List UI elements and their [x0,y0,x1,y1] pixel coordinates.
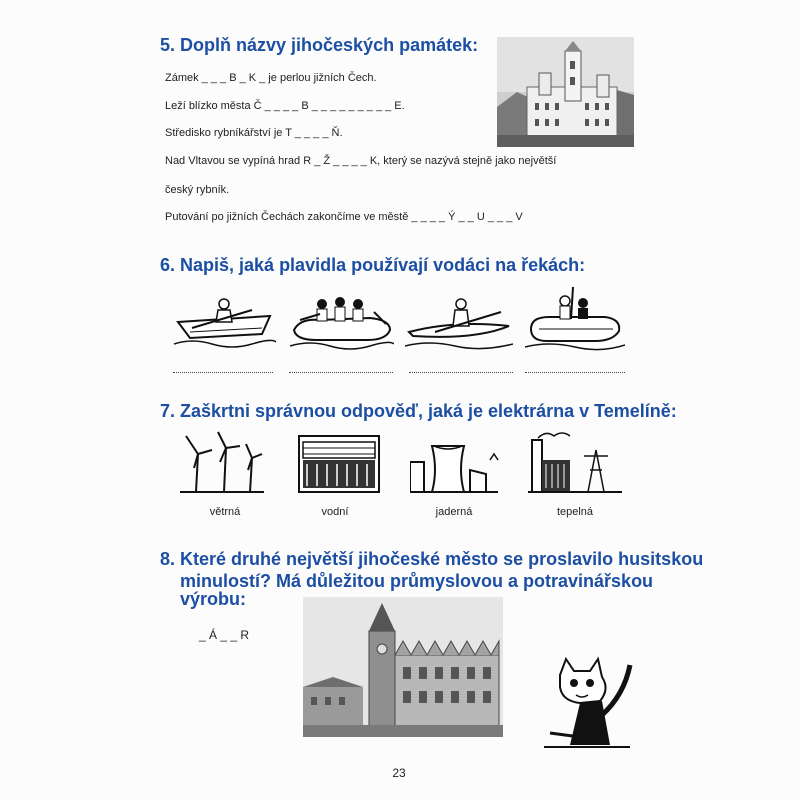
section5-line-5: český rybník. [165,184,230,196]
nuclear-plant-icon [410,440,500,494]
section7-title: 7. Zaškrtni správnou odpověď, jaká je elektrárna v Temelíně: [160,401,677,421]
section5-line-6: Putování po jižních Čechách zakončíme ve městě _ _ _ _ Ý _ _ U _ _ _ V [165,211,523,223]
section8-title-line-2: minulostí? Má důležitou průmyslovou a potravinářskou [180,571,654,591]
town-hall-photo [303,597,503,737]
hydro-plant-icon [297,430,381,494]
section5-line-1: Zámek _ _ _ B _ K _ je perlou jižních Čech. [165,72,377,84]
page-number: 23 [392,766,406,780]
option-vodni[interactable]: vodní [321,506,349,518]
answer-line-4[interactable] [525,372,625,373]
section8-answer[interactable]: _ Á _ _ R [199,628,250,642]
castle-photo [497,37,634,147]
section5-line-2: Leží blízko města Č _ _ _ _ B _ _ _ _ _ _ _ _ _ E. [165,100,405,112]
option-jaderna[interactable]: jaderná [435,506,473,518]
section5-line-3: Středisko rybníkářství je T _ _ _ _ Ň. [165,127,343,139]
raft-icon [290,290,394,352]
section8-title-line-1: 8. Které druhé největší jihočeské město se proslavilo husitskou [160,549,704,569]
answer-line-2[interactable] [289,372,393,373]
option-tepelna[interactable]: tepelná [556,506,594,518]
section5-title: 5. Doplň názvy jihočeských památek: [160,35,479,55]
section6-title: 6. Napiš, jaká plavidla používají vodáci na řekách: [160,255,586,275]
kayak-icon [405,292,513,352]
answer-line-1[interactable] [173,372,273,373]
option-vetrna[interactable]: větrná [209,506,241,518]
answer-line-3[interactable] [409,372,513,373]
cat-cartoon-icon [540,655,635,755]
thermal-plant-icon [528,430,622,494]
inflatable-boat-icon [525,283,625,353]
section8-title-line-3: výrobu: [180,589,247,609]
wind-turbines-icon [180,428,264,494]
section5-line-4: Nad Vltavou se vypíná hrad R _ Ž _ _ _ _ K, který se nazývá stejně jako největší [165,155,557,167]
rowboat-icon [172,292,276,352]
